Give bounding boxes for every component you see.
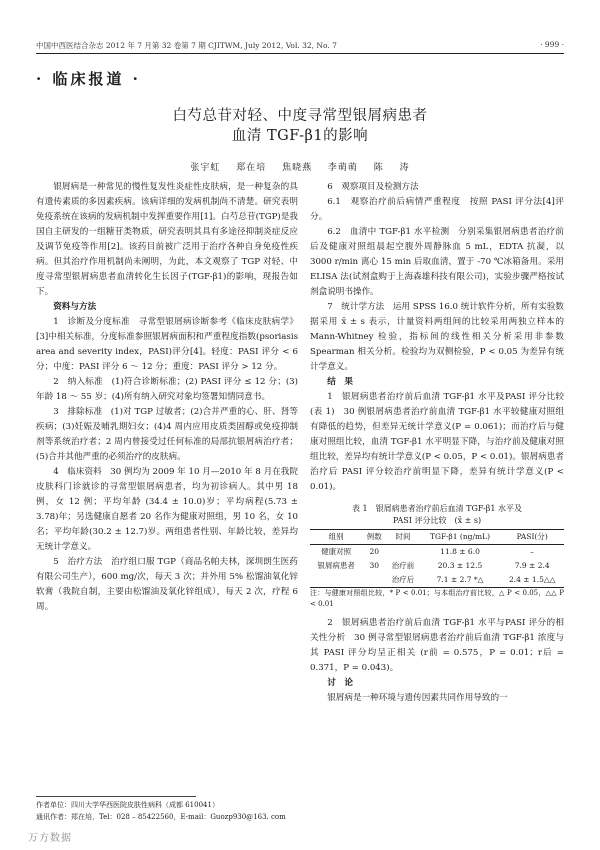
methods-paragraph: 7 统计学方法 运用 SPSS 16.0 统计软件分析，所有实验数据采用 x̄ ± s 表示，计量资料两组间的比较采用两独立样本的 Mann-Whitney 检验，指标间的线性相关分析采用非参数 Spearman 相关分析。检验均为双侧检验，P < 0.05 为差异有统计学意义。	[310, 302, 564, 372]
author-list: 张宇虹 郑在培 焦晓燕 李萌萌 陈 涛	[190, 163, 410, 173]
table-cell	[310, 573, 362, 588]
table-cell: –	[530, 547, 535, 556]
table-row	[310, 559, 564, 573]
table-cell: 健康对照	[321, 547, 352, 556]
footnote-rule	[36, 796, 196, 797]
table-cell: 30	[369, 561, 380, 570]
table-header-row	[310, 530, 564, 545]
methods-paragraph: 6 观察项目及检测方法	[327, 182, 419, 192]
table-cell: 20.3 ± 12.5	[437, 561, 483, 570]
results-paragraph: 2 银屑病患者治疗前后血清 TGF-β1 水平与PASI 评分的相关性分析 30 例寻常型银屑病患者治疗前后血清 TGF-β1 浓度与其 PASI 评分均呈正相关 (r前 = 0.575，P = 0.01；r后 = 0.371，P = 0.043)。	[310, 618, 564, 673]
table-row	[310, 573, 564, 588]
title-line-2: 血清 TGF-β1的影响	[231, 128, 369, 144]
section-heading-discussion: 讨 论	[327, 678, 353, 688]
running-header	[36, 40, 564, 51]
table-cell: 7.1 ± 2.7 *△	[436, 575, 484, 584]
header-rule	[36, 53, 564, 54]
intro-paragraph: 银屑病是一种常见的慢性复发性炎症性皮肤病，是一种复杂的具有遗传素质的多因素疾病。该病详细的发病机制尚不清楚。研究表明免疫系统在该病的发病机制中发挥重要作用[1]。白芍总苷(TGP)是我国自主研发的一组糖苷类物质，研究表明其具有多途径抑制炎症反应及调节免疫等作用[2]。该药目前被广泛用于治疗各种自身免疫性疾病。但其治疗作用机制尚未阐明，为此，本文观察了 TGP 对轻、中度寻常型银屑病患者血清转化生长因子(TGF-β1)的影响，现报告如下。	[36, 182, 298, 297]
table-header-cell: 时间	[395, 532, 411, 541]
table-note: 注：与健康对照组比较，* P < 0.01；与本组治疗前比较，△ P < 0.05，△△ P < 0.01	[310, 589, 564, 608]
section-tag: · 临床报道 ·	[36, 70, 141, 88]
contact-footnote: 通讯作者：郑在培，Tel：028 – 85422560，E-mail：Guozp930@163. com	[36, 813, 286, 821]
methods-paragraph: 6.1 观察治疗前后病情严重程度 按照 PASI 评分法[4]评分。	[310, 197, 564, 222]
methods-paragraph: 2 纳入标准 (1)符合诊断标准；(2) PASI 评分 ≤ 12 分；(3)年龄 18 ～ 55 岁；(4)所有纳入研究对象均签署知情同意书。	[36, 377, 298, 402]
table-cell: 20	[369, 547, 380, 556]
methods-paragraph: 6.2 血清中 TGF-β1 水平检测 分别采集银屑病患者治疗前后及健康对照组晨起空腹外周静脉血 5 mL，EDTA 抗凝，以 3000 r/min 离心 15 min 后取血清，置于 -70 ℃冰箱备用。采用 ELISA 法(试剂盒购于上海森雄科技有限公司)，实验步骤严格按试剂盒说明书操作。	[310, 227, 564, 297]
table-caption	[310, 503, 564, 527]
methods-paragraph: 5 治疗方法 治疗组口服 TGP（商品名帕夫林，深圳朗生医药有限公司生产），600 mg/次，每天 3 次；并外用 5% 松馏油氧化锌软膏（我院自制，主要由松馏油及氧化锌组成），每天 2 次，疗程 6 周。	[36, 557, 298, 612]
methods-paragraph: 3 排除标准 (1)对 TGP 过敏者；(2)合并严重的心、肝、肾等疾病；(3)妊娠及哺乳期妇女；(4)4 周内应用皮质类固醇或免疫抑制剂等系统治疗者；2 周内曾接受过任何标准的局部抗银屑病治疗者；(5)合并其他严重的必须治疗的皮肤病。	[36, 407, 298, 462]
table-cell: 治疗前	[391, 561, 415, 570]
table-cell	[386, 545, 419, 560]
table-header-cell: 例数	[366, 532, 382, 541]
discussion-paragraph: 银屑病是一种环境与遗传因素共同作用导致的一	[327, 693, 508, 703]
table-caption-line-1: 表 1 银屑病患者治疗前后血清 TGF-β1 水平及	[351, 504, 523, 513]
left-column	[36, 180, 298, 615]
page-number: · 999 ·	[540, 40, 564, 49]
section-heading-methods: 资料与方法	[53, 302, 97, 312]
journal-citation: 中国中西医结合杂志 2012 年 7 月第 32 卷第 7 期 CJITWM, July 2012, Vol. 32, No. 7	[36, 41, 337, 50]
table-cell: 银屑病患者	[317, 561, 355, 570]
title-line-1: 白芍总苷对轻、中度寻常型银屑病患者	[172, 108, 428, 124]
right-column	[310, 180, 564, 706]
table-cell: 7.9 ± 2.4	[514, 561, 550, 570]
methods-paragraph: 1 诊断及分度标准 寻常型银屑病诊断参考《临床皮肤病学》[3]中相关标准，分度标准参照银屑病面积和严重程度指数(psoriasis area and severity index，PASI)评分[4]。轻度：PASI 评分 < 6 分；中度：PASI 评分 6 ～ 12 分；重度：PASI 评分 > 12 分。	[36, 317, 298, 372]
table-cell	[362, 573, 386, 588]
watermark: 万方数据	[28, 833, 72, 844]
table-header-cell: PASI(分)	[516, 532, 548, 541]
table-cell: 2.4 ± 1.5△△	[508, 575, 556, 584]
results-paragraph: 1 银屑病患者治疗前后血清 TGF-β1 水平及PASI 评分比较(表 1) 30 例银屑病患者治疗前血清 TGF-β1 水平较健康对照组有降低的趋势，但差异无统计学意义(P = 0.061)；而治疗后与健康对照组比较，血清 TGF-β1 水平明显下降，与治疗前及健康对照组比较，差异均有统计学意义(P < 0.05，P < 0.01)。银屑病患者治疗后 PASI 评分较治疗前明显下降，差异有统计学意义(P < 0.01)。	[310, 392, 564, 492]
table-header-cell: 组别	[328, 532, 344, 541]
table-cell: 11.8 ± 6.0	[440, 547, 480, 556]
section-heading-results: 结 果	[327, 377, 353, 387]
methods-paragraph: 4 临床资料 30 例均为 2009 年 10 月—2010 年 8 月在我院皮肤科门诊就诊的寻常型银屑病患者，均为初诊病人。其中男 18 例，女 12 例；平均年龄 (34.4 ± 10.0)岁；平均病程(5.73 ± 3.78)年；另选健康自愿者 20 名作为健康对照组，男 10 名，女 10 名；平均年龄(30.2 ± 12.7)岁。两组患者性别、年龄比较，差异均无统计学意义。	[36, 467, 298, 552]
results-table	[310, 529, 564, 588]
table-caption-line-2: PASI 评分比较 (x̄ ± s)	[392, 516, 482, 525]
table-header-cell: TGF-β1 (ng/mL)	[430, 532, 491, 541]
author-unit-footnote: 作者单位：四川大学华西医院皮肤性病科（成都 610041）	[36, 801, 219, 809]
table-cell: 治疗后	[391, 575, 415, 584]
table-row	[310, 545, 564, 560]
